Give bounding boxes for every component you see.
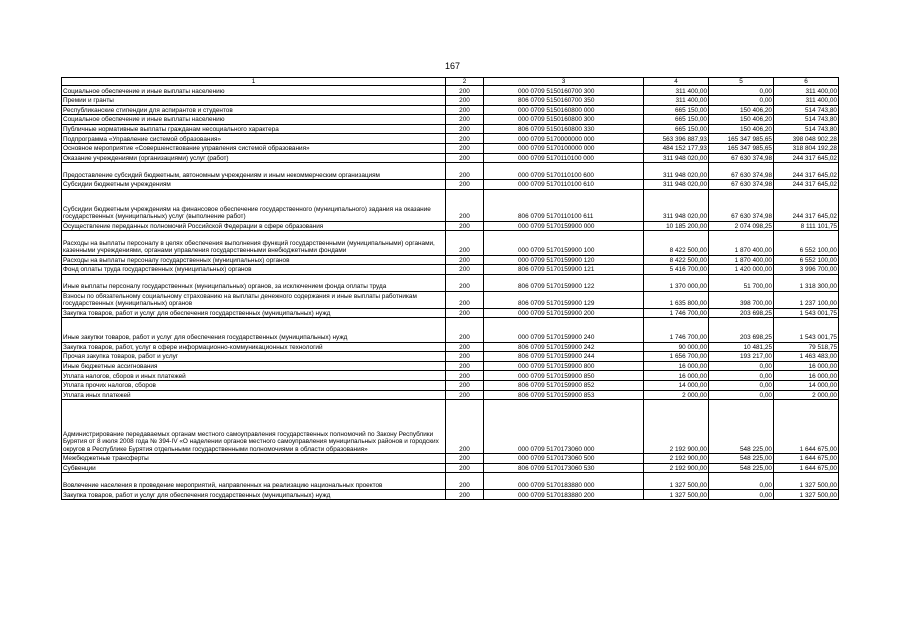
row-plan-cell: 16 000,00 — [644, 371, 709, 381]
row-remaining-cell: 3 996 700,00 — [774, 265, 839, 275]
row-code-cell: 200 — [446, 390, 484, 400]
row-plan-cell: 311 400,00 — [644, 86, 709, 96]
row-kbk-cell: 000 0709 5150160700 300 — [484, 86, 644, 96]
row-executed-cell: 548 225,00 — [709, 463, 774, 473]
row-code-cell: 200 — [446, 308, 484, 318]
row-executed-cell: 398 700,00 — [709, 291, 774, 308]
row-name-cell: Прочая закупка товаров, работ и услуг — [62, 352, 446, 362]
row-name-cell: Закупка товаров, работ и услуг для обеспечения государственных (муниципальных) нужд — [62, 308, 446, 318]
row-code-cell: 200 — [446, 231, 484, 255]
row-plan-cell: 10 185 200,00 — [644, 221, 709, 231]
row-plan-cell: 311 948 020,00 — [644, 180, 709, 190]
table-row — [62, 124, 839, 134]
row-code-cell: 200 — [446, 180, 484, 190]
row-code-cell: 200 — [446, 473, 484, 490]
row-kbk-cell: 806 0709 5170159900 122 — [484, 274, 644, 291]
header-cell: 3 — [484, 78, 644, 86]
header-cell: 1 — [62, 78, 446, 86]
row-executed-cell: 2 074 098,25 — [709, 221, 774, 231]
row-remaining-cell: 514 743,80 — [774, 105, 839, 115]
row-code-cell: 200 — [446, 318, 484, 342]
row-code-cell: 200 — [446, 490, 484, 500]
row-plan-cell: 1 656 700,00 — [644, 352, 709, 362]
table-row — [62, 308, 839, 318]
row-remaining-cell: 1 327 500,00 — [774, 473, 839, 490]
row-plan-cell: 1 327 500,00 — [644, 490, 709, 500]
row-remaining-cell: 1 543 001,75 — [774, 308, 839, 318]
row-kbk-cell: 000 0709 5170000000 000 — [484, 134, 644, 144]
row-executed-cell: 150 406,20 — [709, 124, 774, 134]
row-executed-cell: 165 347 985,65 — [709, 143, 774, 153]
row-kbk-cell: 806 0709 5170159900 853 — [484, 390, 644, 400]
row-name-cell: Предоставление субсидий бюджетным, автономным учреждениям и иным некоммерческим организациям — [62, 163, 446, 180]
row-executed-cell: 193 217,00 — [709, 352, 774, 362]
header-cell: 6 — [774, 78, 839, 86]
row-name-cell: Уплата налогов, сборов и иных платежей — [62, 371, 446, 381]
row-kbk-cell: 000 0709 5170159900 800 — [484, 361, 644, 371]
table-row — [62, 153, 839, 163]
row-executed-cell: 165 347 985,65 — [709, 134, 774, 144]
row-remaining-cell: 6 552 100,00 — [774, 255, 839, 265]
row-remaining-cell: 244 317 645,02 — [774, 163, 839, 180]
row-code-cell: 200 — [446, 352, 484, 362]
row-kbk-cell: 000 0709 5170159900 120 — [484, 255, 644, 265]
row-name-cell: Закупка товаров, работ, услуг в сфере информационно-коммуникационных технологий — [62, 342, 446, 352]
row-name-cell: Уплата иных платежей — [62, 390, 446, 400]
row-name-cell: Расходы на выплаты персоналу государственных (муниципальных) органов — [62, 255, 446, 265]
table-row — [62, 163, 839, 180]
row-remaining-cell: 1 644 675,00 — [774, 454, 839, 464]
row-executed-cell: 51 700,00 — [709, 274, 774, 291]
row-plan-cell: 8 422 500,00 — [644, 231, 709, 255]
row-remaining-cell: 14 000,00 — [774, 381, 839, 391]
row-kbk-cell: 000 0709 5170110100 610 — [484, 180, 644, 190]
budget-table — [61, 77, 839, 500]
row-name-cell: Иные закупки товаров, работ и услуг для обеспечения государственных (муниципальных) нужд — [62, 318, 446, 342]
row-plan-cell: 2 192 900,00 — [644, 463, 709, 473]
row-code-cell: 200 — [446, 153, 484, 163]
row-executed-cell: 10 481,25 — [709, 342, 774, 352]
row-executed-cell: 0,00 — [709, 96, 774, 106]
row-name-cell: Иные выплаты персоналу государственных (муниципальных) органов, за исключением фонда оплаты труда — [62, 274, 446, 291]
header-cell: 5 — [709, 78, 774, 86]
row-plan-cell: 665 150,00 — [644, 115, 709, 125]
row-name-cell: Фонд оплаты труда государственных (муниципальных) органов — [62, 265, 446, 275]
row-kbk-cell: 806 0709 5170159900 129 — [484, 291, 644, 308]
page-number: 167 — [444, 61, 461, 71]
row-kbk-cell: 806 0709 5170159900 121 — [484, 265, 644, 275]
table-row — [62, 361, 839, 371]
table-row — [62, 189, 839, 221]
row-code-cell: 200 — [446, 163, 484, 180]
table-row — [62, 180, 839, 190]
row-kbk-cell: 000 0709 5170159900 240 — [484, 318, 644, 342]
row-plan-cell: 5 416 700,00 — [644, 265, 709, 275]
row-remaining-cell: 1 543 001,75 — [774, 318, 839, 342]
row-name-cell: Закупка товаров, работ и услуг для обеспечения государственных (муниципальных) нужд — [62, 490, 446, 500]
row-kbk-cell: 000 0709 5170110100 600 — [484, 163, 644, 180]
row-kbk-cell: 806 0709 5170159900 852 — [484, 381, 644, 391]
row-name-cell: Социальное обеспечение и иные выплаты населению — [62, 86, 446, 96]
row-kbk-cell: 000 0709 5170110100 000 — [484, 153, 644, 163]
row-code-cell: 200 — [446, 221, 484, 231]
row-executed-cell: 1 870 400,00 — [709, 255, 774, 265]
table-row — [62, 390, 839, 400]
row-plan-cell: 484 152 177,93 — [644, 143, 709, 153]
row-name-cell: Иные бюджетные ассигнования — [62, 361, 446, 371]
table-row — [62, 115, 839, 125]
row-executed-cell: 1 870 400,00 — [709, 231, 774, 255]
table-row — [62, 342, 839, 352]
row-name-cell: Оказание учреждениями (организациями) услуг (работ) — [62, 153, 446, 163]
row-executed-cell: 67 630 374,98 — [709, 189, 774, 221]
table-row — [62, 105, 839, 115]
row-plan-cell: 2 192 900,00 — [644, 400, 709, 454]
row-code-cell: 200 — [446, 400, 484, 454]
row-kbk-cell: 000 0709 5170159900 100 — [484, 231, 644, 255]
row-executed-cell: 548 225,00 — [709, 400, 774, 454]
table-row — [62, 371, 839, 381]
row-remaining-cell: 311 400,00 — [774, 86, 839, 96]
row-code-cell: 200 — [446, 134, 484, 144]
row-plan-cell: 311 948 020,00 — [644, 189, 709, 221]
row-name-cell: Социальное обеспечение и иные выплаты населению — [62, 115, 446, 125]
table-row — [62, 96, 839, 106]
table-row — [62, 86, 839, 96]
row-code-cell: 200 — [446, 86, 484, 96]
row-code-cell: 200 — [446, 381, 484, 391]
row-remaining-cell: 1 327 500,00 — [774, 490, 839, 500]
row-executed-cell: 0,00 — [709, 86, 774, 96]
row-name-cell: Администрирование передаваемых органам местного самоуправления государственных полномочий по Закону Республики Бурятия от 8 июля 2008 года № 394-IV «О наделении органов местного самоуправления муниципальных районов и городских округов в Республике Бурятия отдельными государственными полномочиями в области образования» — [62, 400, 446, 454]
row-executed-cell: 548 225,00 — [709, 454, 774, 464]
table-row — [62, 352, 839, 362]
table-row — [62, 231, 839, 255]
row-kbk-cell: 806 0709 5170159900 242 — [484, 342, 644, 352]
row-name-cell: Вовлечение населения в проведение мероприятий, направленных на реализацию национальных проектов — [62, 473, 446, 490]
row-remaining-cell: 1 318 300,00 — [774, 274, 839, 291]
row-code-cell: 200 — [446, 189, 484, 221]
table-row — [62, 473, 839, 490]
row-name-cell: Расходы на выплаты персоналу в целях обеспечения выполнения функций государственными (муниципальными) органами, казенными учреждениями, органами управления государственными внебюджетными фондами — [62, 231, 446, 255]
row-code-cell: 200 — [446, 255, 484, 265]
row-plan-cell: 311 400,00 — [644, 96, 709, 106]
table-row — [62, 221, 839, 231]
table-row — [62, 490, 839, 500]
row-plan-cell: 665 150,00 — [644, 105, 709, 115]
row-executed-cell: 203 698,25 — [709, 318, 774, 342]
row-code-cell: 200 — [446, 96, 484, 106]
row-kbk-cell: 806 0709 5150160700 350 — [484, 96, 644, 106]
row-remaining-cell: 79 518,75 — [774, 342, 839, 352]
table-row — [62, 255, 839, 265]
row-remaining-cell: 244 317 645,02 — [774, 153, 839, 163]
row-kbk-cell: 806 0709 5170173060 530 — [484, 463, 644, 473]
row-plan-cell: 2 192 900,00 — [644, 454, 709, 464]
row-plan-cell: 1 635 800,00 — [644, 291, 709, 308]
row-kbk-cell: 000 0709 5170159900 850 — [484, 371, 644, 381]
row-executed-cell: 150 406,20 — [709, 105, 774, 115]
row-plan-cell: 1 327 500,00 — [644, 473, 709, 490]
row-executed-cell: 67 630 374,98 — [709, 180, 774, 190]
row-remaining-cell: 514 743,80 — [774, 124, 839, 134]
row-code-cell: 200 — [446, 124, 484, 134]
row-plan-cell: 563 396 887,93 — [644, 134, 709, 144]
row-executed-cell: 0,00 — [709, 473, 774, 490]
row-remaining-cell: 6 552 100,00 — [774, 231, 839, 255]
row-code-cell: 200 — [446, 291, 484, 308]
row-plan-cell: 1 746 700,00 — [644, 308, 709, 318]
row-code-cell: 200 — [446, 265, 484, 275]
row-name-cell: Субсидии бюджетным учреждениям — [62, 180, 446, 190]
row-plan-cell: 311 948 020,00 — [644, 163, 709, 180]
table-row — [62, 318, 839, 342]
row-kbk-cell: 000 0709 5170183880 000 — [484, 473, 644, 490]
table-row — [62, 143, 839, 153]
row-kbk-cell: 806 0709 5170159900 244 — [484, 352, 644, 362]
row-executed-cell: 0,00 — [709, 361, 774, 371]
row-code-cell: 200 — [446, 371, 484, 381]
row-name-cell: Уплата прочих налогов, сборов — [62, 381, 446, 391]
row-code-cell: 200 — [446, 105, 484, 115]
row-executed-cell: 67 630 374,98 — [709, 153, 774, 163]
row-remaining-cell: 514 743,80 — [774, 115, 839, 125]
row-code-cell: 200 — [446, 143, 484, 153]
row-code-cell: 200 — [446, 463, 484, 473]
row-remaining-cell: 16 000,00 — [774, 371, 839, 381]
row-code-cell: 200 — [446, 454, 484, 464]
row-code-cell: 200 — [446, 342, 484, 352]
table-row — [62, 291, 839, 308]
row-name-cell: Субвенции — [62, 463, 446, 473]
row-executed-cell: 1 420 000,00 — [709, 265, 774, 275]
header-cell: 2 — [446, 78, 484, 86]
row-kbk-cell: 000 0709 5170173060 500 — [484, 454, 644, 464]
table-row — [62, 134, 839, 144]
row-executed-cell: 67 630 374,98 — [709, 163, 774, 180]
row-kbk-cell: 000 0709 5150160800 000 — [484, 105, 644, 115]
row-remaining-cell: 1 644 675,00 — [774, 463, 839, 473]
row-kbk-cell: 806 0709 5170110100 611 — [484, 189, 644, 221]
row-kbk-cell: 000 0709 5170159900 000 — [484, 221, 644, 231]
row-name-cell: Премии и гранты — [62, 96, 446, 106]
row-remaining-cell: 318 804 192,28 — [774, 143, 839, 153]
row-remaining-cell: 1 463 483,00 — [774, 352, 839, 362]
row-name-cell: Осуществление переданных полномочий Российской Федерации в сфере образования — [62, 221, 446, 231]
row-name-cell: Межбюджетные трансферты — [62, 454, 446, 464]
row-kbk-cell: 000 0709 5170159900 200 — [484, 308, 644, 318]
row-plan-cell: 90 000,00 — [644, 342, 709, 352]
row-code-cell: 200 — [446, 361, 484, 371]
row-executed-cell: 0,00 — [709, 490, 774, 500]
row-remaining-cell: 1 237 100,00 — [774, 291, 839, 308]
row-kbk-cell: 000 0709 5170173060 000 — [484, 400, 644, 454]
table-row — [62, 454, 839, 464]
row-kbk-cell: 806 0709 5150160800 330 — [484, 124, 644, 134]
row-name-cell: Республиканские стипендии для аспирантов и студентов — [62, 105, 446, 115]
row-executed-cell: 0,00 — [709, 371, 774, 381]
row-executed-cell: 0,00 — [709, 381, 774, 391]
table-row — [62, 265, 839, 275]
row-name-cell: Публичные нормативные выплаты гражданам несоциального характера — [62, 124, 446, 134]
row-remaining-cell: 2 000,00 — [774, 390, 839, 400]
row-name-cell: Основное мероприятие «Совершенствование управления системой образования» — [62, 143, 446, 153]
row-plan-cell: 1 370 000,00 — [644, 274, 709, 291]
row-remaining-cell: 16 000,00 — [774, 361, 839, 371]
row-remaining-cell: 244 317 645,02 — [774, 189, 839, 221]
row-remaining-cell: 398 048 902,28 — [774, 134, 839, 144]
header-cell: 4 — [644, 78, 709, 86]
table-row — [62, 400, 839, 454]
row-plan-cell: 665 150,00 — [644, 124, 709, 134]
row-name-cell: Взносы по обязательному социальному страхованию на выплаты денежного содержания и иные выплаты работникам государственных (муниципальных) органов — [62, 291, 446, 308]
row-executed-cell: 0,00 — [709, 390, 774, 400]
row-kbk-cell: 000 0709 5170100000 000 — [484, 143, 644, 153]
row-name-cell: Подпрограмма «Управление системой образования» — [62, 134, 446, 144]
row-executed-cell: 203 698,25 — [709, 308, 774, 318]
row-kbk-cell: 000 0709 5150160800 300 — [484, 115, 644, 125]
row-remaining-cell: 311 400,00 — [774, 96, 839, 106]
table-row — [62, 274, 839, 291]
row-remaining-cell: 244 317 645,02 — [774, 180, 839, 190]
header-row — [62, 78, 839, 86]
row-plan-cell: 2 000,00 — [644, 390, 709, 400]
table-row — [62, 381, 839, 391]
table-row — [62, 463, 839, 473]
row-plan-cell: 8 422 500,00 — [644, 255, 709, 265]
row-plan-cell: 16 000,00 — [644, 361, 709, 371]
row-name-cell: Субсидии бюджетным учреждениям на финансовое обеспечение государственного (муниципального) задания на оказание государственных (муниципальных) услуг (выполнение работ) — [62, 189, 446, 221]
row-kbk-cell: 000 0709 5170183880 200 — [484, 490, 644, 500]
row-remaining-cell: 1 644 675,00 — [774, 400, 839, 454]
row-plan-cell: 14 000,00 — [644, 381, 709, 391]
row-remaining-cell: 8 111 101,75 — [774, 221, 839, 231]
row-code-cell: 200 — [446, 115, 484, 125]
row-executed-cell: 150 406,20 — [709, 115, 774, 125]
row-code-cell: 200 — [446, 274, 484, 291]
row-plan-cell: 1 746 700,00 — [644, 318, 709, 342]
row-plan-cell: 311 948 020,00 — [644, 153, 709, 163]
